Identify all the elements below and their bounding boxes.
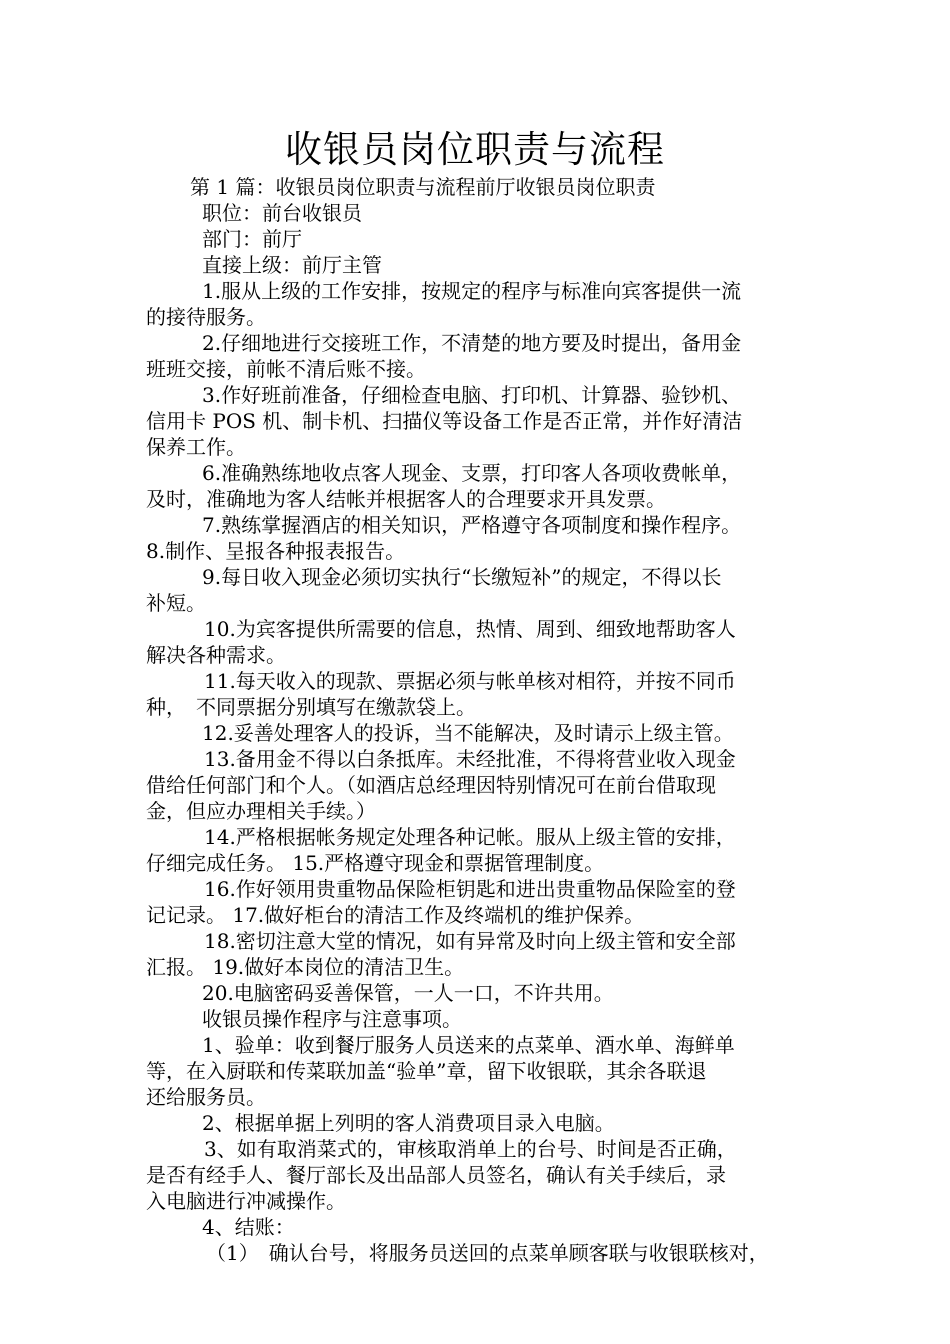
paragraph-line: 借给任何部门和个人。（如酒店总经理因特别情况可在前台借取现 xyxy=(146,773,716,797)
paragraph-line: 1、验单：收到餐厅服务人员送来的点菜单、酒水单、海鲜单 xyxy=(202,1033,735,1057)
paragraph-line: 2.仔细地进行交接班工作，不清楚的地方要及时提出，备用金 xyxy=(202,331,742,355)
paragraph-line: 信用卡 POS 机、制卡机、扫描仪等设备工作是否正常，并作好清洁 xyxy=(146,409,743,433)
paragraph-line: 8.制作、呈报各种报表报告。 xyxy=(146,539,406,563)
paragraph-line: 等，在入厨联和传菜联加盖“验单”章，留下收银联，其余各联退 xyxy=(146,1059,707,1083)
document-title: 收银员岗位职责与流程 xyxy=(285,128,665,171)
paragraph-line: 20.电脑密码妥善保管，一人一口，不许共用。 xyxy=(202,981,614,1005)
paragraph-line: 3、如有取消菜式的，审核取消单上的台号、时间是否正确， xyxy=(204,1137,737,1161)
paragraph-line: 仔细完成任务。 15.严格遵守现金和票据管理制度。 xyxy=(146,851,605,875)
paragraph-line: 的接待服务。 xyxy=(146,305,266,329)
paragraph-line: 12.妥善处理客人的投诉，当不能解决，及时请示上级主管。 xyxy=(202,721,734,745)
paragraph-line: 3.作好班前准备，仔细检查电脑、打印机、计算器、验钞机、 xyxy=(202,383,742,407)
paragraph-line: 补短。 xyxy=(146,591,206,615)
paragraph-line: 汇报。 19.做好本岗位的清洁卫生。 xyxy=(146,955,465,979)
paragraph-line: 保养工作。 xyxy=(146,435,246,459)
paragraph-line: 班班交接，前帐不清后账不接。 xyxy=(146,357,426,381)
document-body xyxy=(146,174,816,1266)
paragraph-line: 及时，准确地为客人结帐并根据客人的合理要求开具发票。 xyxy=(146,487,666,511)
paragraph-line: 记记录。 17.做好柜台的清洁工作及终端机的维护保养。 xyxy=(146,903,645,927)
paragraph-line: 职位：前台收银员 xyxy=(202,201,362,225)
paragraph-line: 种， 不同票据分别填写在缴款袋上。 xyxy=(146,695,476,719)
paragraph-line: 还给服务员。 xyxy=(146,1085,266,1109)
paragraph-line: 6.准确熟练地收点客人现金、支票，打印客人各项收费帐单， xyxy=(202,461,742,485)
paragraph-line: 14.严格根据帐务规定处理各种记帐。服从上级主管的安排， xyxy=(204,825,736,849)
paragraph-line: 金，但应办理相关手续。） xyxy=(146,799,376,823)
paragraph-line: 入电脑进行冲减操作。 xyxy=(146,1189,346,1213)
paragraph-line: 直接上级：前厅主管 xyxy=(202,253,382,277)
paragraph-line: 9.每日收入现金必须切实执行“长缴短补”的规定，不得以长 xyxy=(202,565,722,589)
paragraph-line: 7.熟练掌握酒店的相关知识，严格遵守各项制度和操作程序。 xyxy=(202,513,742,537)
paragraph-line: 1.服从上级的工作安排，按规定的程序与标准向宾客提供一流 xyxy=(202,279,742,303)
paragraph-line: 10.为宾客提供所需要的信息，热情、周到、细致地帮助客人 xyxy=(204,617,736,641)
paragraph-line: 2、根据单据上列明的客人消费项目录入电脑。 xyxy=(202,1111,615,1135)
paragraph-line: 收银员操作程序与注意事项。 xyxy=(202,1007,462,1031)
paragraph-line: 11.每天收入的现款、票据必须与帐单核对相符，并按不同币 xyxy=(204,669,736,693)
paragraph-line: 第 1 篇：收银员岗位职责与流程前厅收银员岗位职责 xyxy=(190,175,656,199)
paragraph-line: 解决各种需求。 xyxy=(146,643,286,667)
paragraph-line: （1） 确认台号，将服务员送回的点菜单顾客联与收银联核对， xyxy=(206,1241,769,1265)
paragraph-line: 是否有经手人、餐厅部长及出品部人员签名，确认有关手续后，录 xyxy=(146,1163,726,1187)
paragraph-line: 4、结账： xyxy=(202,1215,295,1239)
paragraph-line: 部门：前厅 xyxy=(202,227,302,251)
paragraph-line: 13.备用金不得以白条抵库。未经批准，不得将营业收入现金 xyxy=(204,747,736,771)
paragraph-line: 16.作好领用贵重物品保险柜钥匙和进出贵重物品保险室的登 xyxy=(204,877,736,901)
paragraph-line: 18.密切注意大堂的情况，如有异常及时向上级主管和安全部 xyxy=(204,929,736,953)
